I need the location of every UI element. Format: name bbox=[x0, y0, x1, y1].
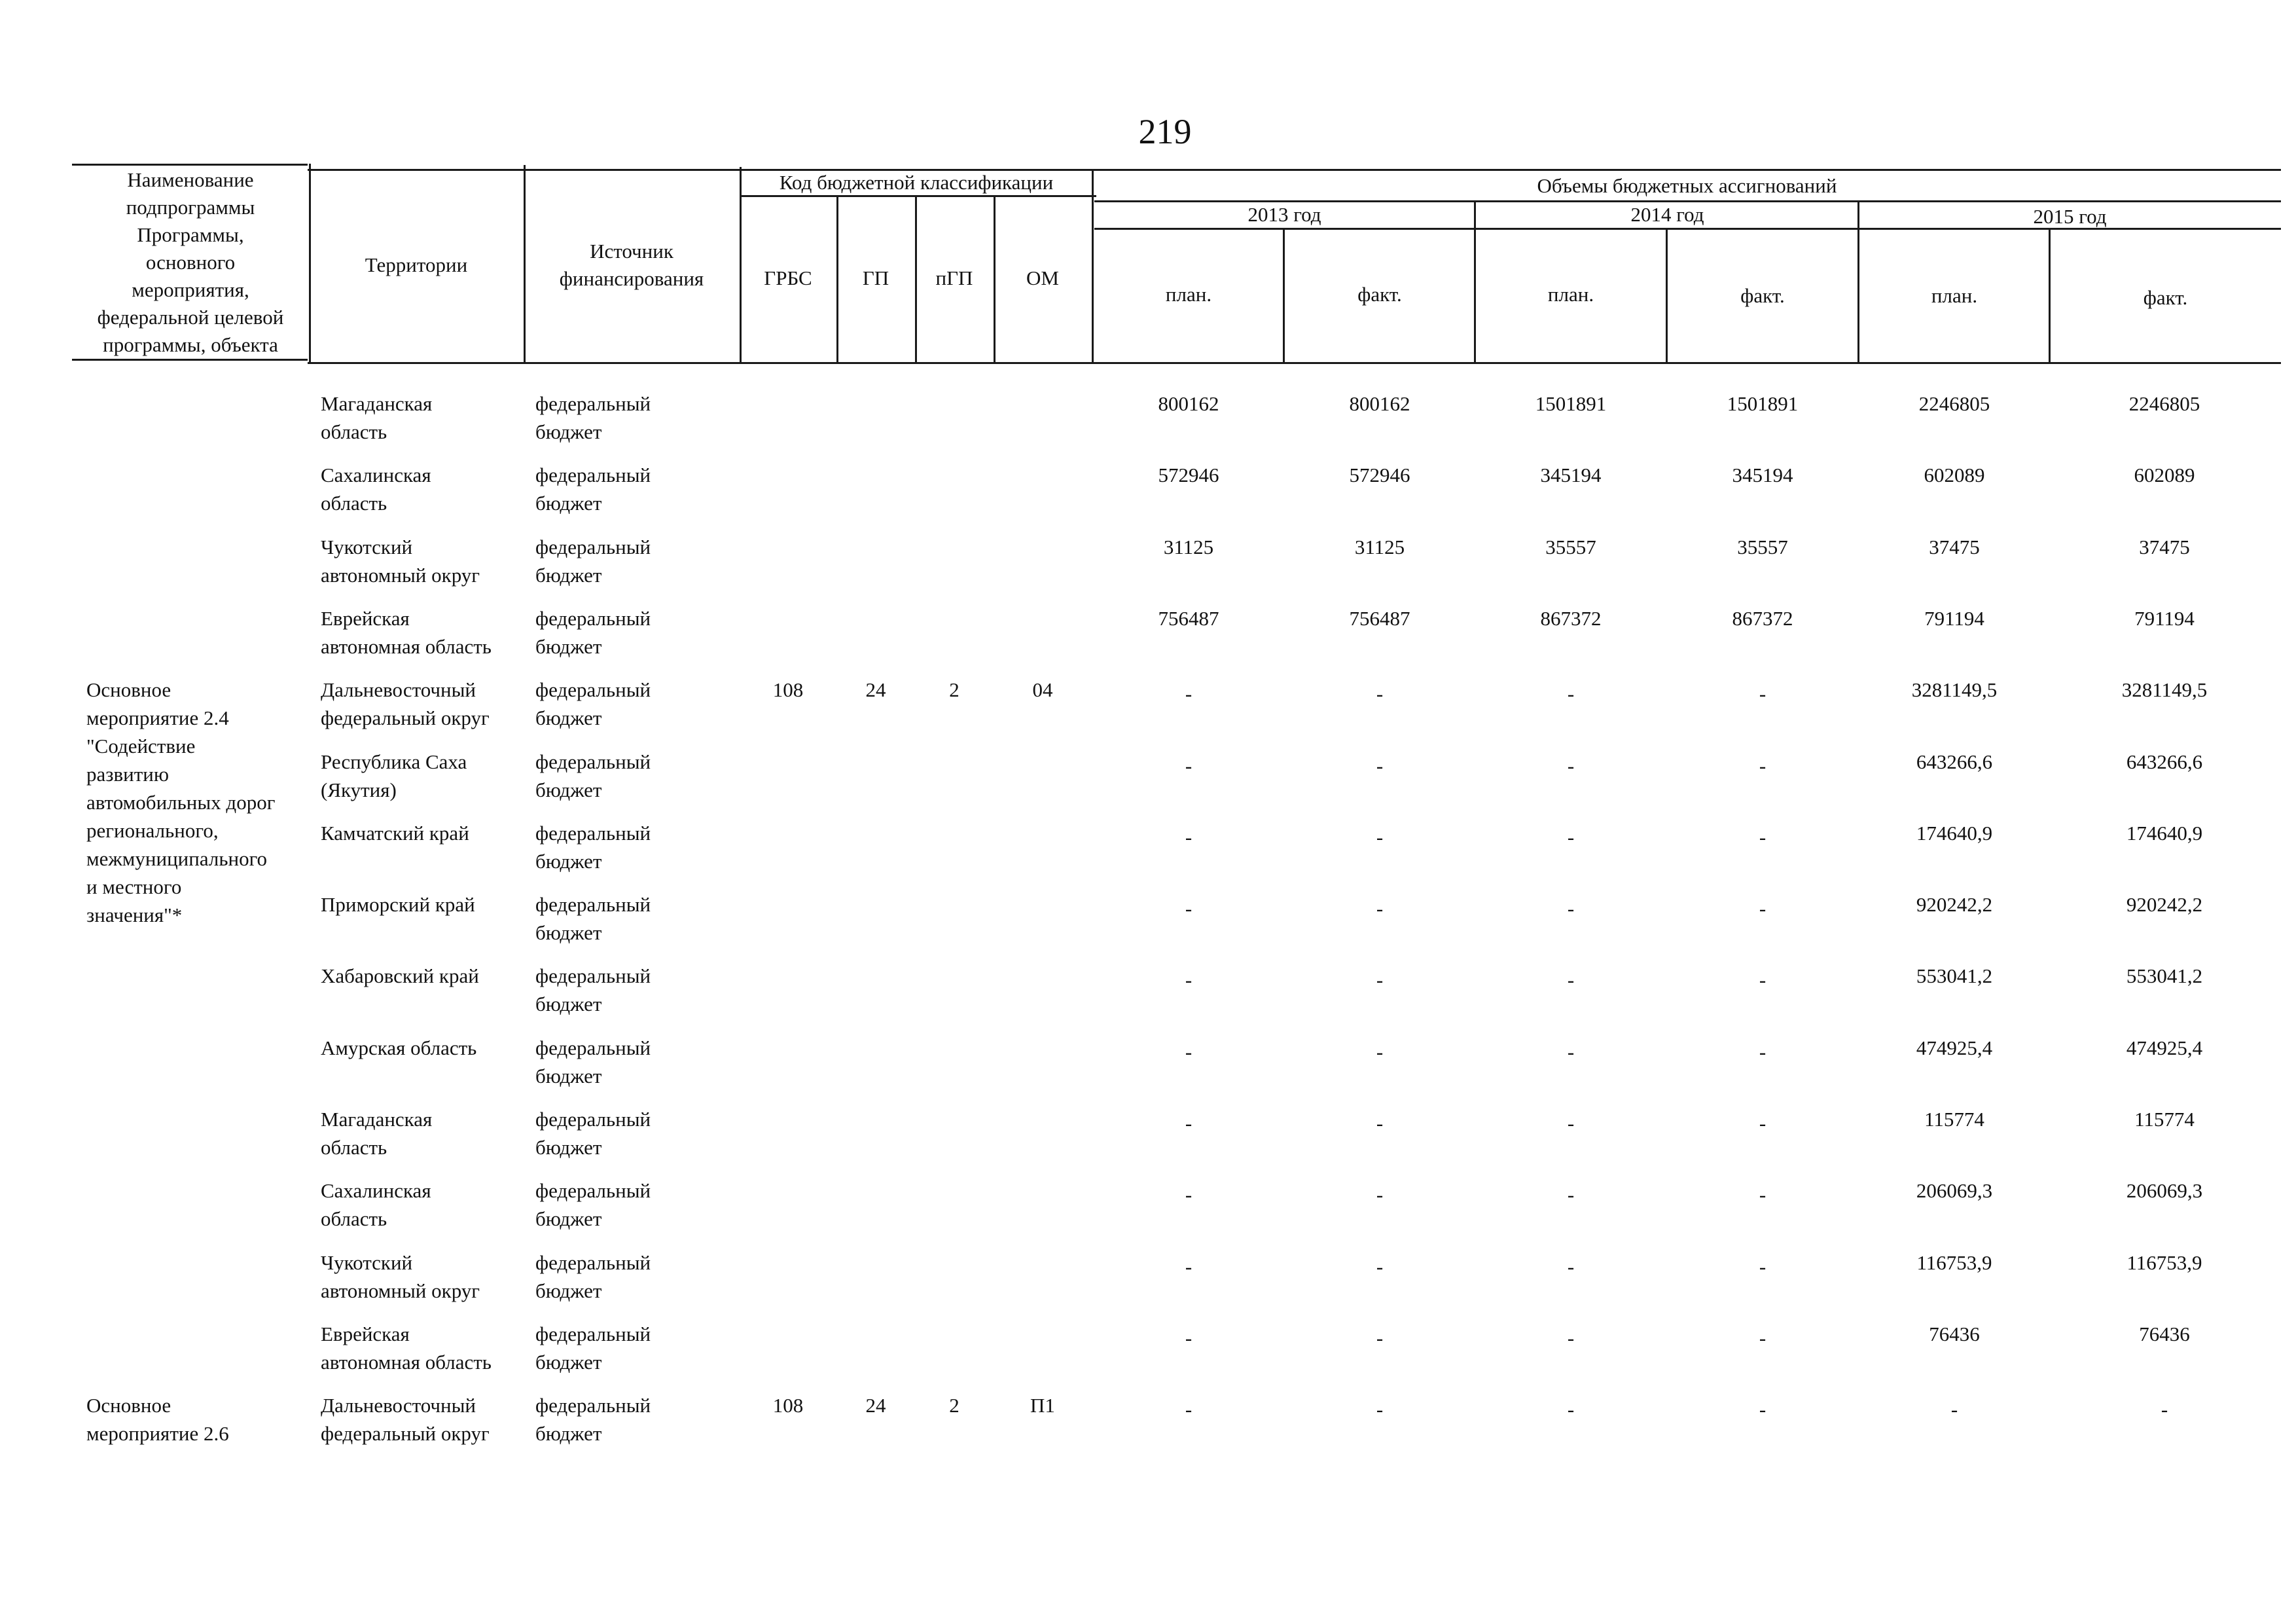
value-cell: 76436 bbox=[1929, 1322, 1980, 1345]
value-cell: - bbox=[1567, 1040, 1575, 1063]
territory-cell bbox=[321, 1105, 520, 1161]
program-name-line: автомобильных дорог bbox=[86, 791, 276, 814]
source-cell bbox=[535, 1249, 732, 1305]
header-line: основного bbox=[145, 251, 236, 274]
header-year-2015: 2015 год bbox=[2033, 205, 2107, 228]
source-cell-line: федеральный bbox=[535, 392, 651, 415]
value-cell: 800162 bbox=[1349, 392, 1410, 415]
header-plan-2015: план. bbox=[1931, 284, 1978, 307]
territory-cell-line: федеральный округ bbox=[321, 1422, 490, 1446]
value-cell: - bbox=[1376, 754, 1384, 777]
header-om: ОМ bbox=[1026, 266, 1059, 289]
budget-code-cell: 2 bbox=[949, 678, 960, 702]
budget-code-cell: 04 bbox=[1032, 678, 1053, 702]
value-cell: 800162 bbox=[1158, 392, 1219, 415]
source-cell bbox=[535, 890, 732, 947]
source-cell bbox=[535, 748, 732, 804]
table-top-border bbox=[72, 164, 308, 166]
value-cell: - bbox=[1759, 968, 1767, 992]
source-cell bbox=[535, 1105, 732, 1161]
value-cell: - bbox=[1759, 1183, 1767, 1207]
value-cell: 345194 bbox=[1540, 464, 1602, 487]
value-cell: - bbox=[1185, 897, 1193, 921]
value-cell: 474925,4 bbox=[1916, 1036, 1993, 1059]
source-cell-line: федеральный bbox=[535, 1322, 651, 1345]
source-cell-line: федеральный bbox=[535, 821, 651, 845]
value-cell: - bbox=[1185, 1398, 1193, 1421]
source-cell bbox=[535, 1034, 732, 1090]
value-cell: - bbox=[1376, 1254, 1384, 1278]
value-cell: - bbox=[1376, 1398, 1384, 1421]
budget-code-cell: 108 bbox=[772, 678, 804, 702]
value-cell: - bbox=[1185, 1040, 1193, 1063]
value-cell: 643266,6 bbox=[2126, 750, 2203, 773]
value-cell: - bbox=[1376, 682, 1384, 706]
program-name bbox=[86, 1391, 302, 1448]
value-cell: 206069,3 bbox=[1916, 1179, 1993, 1203]
header-pgp: пГП bbox=[935, 266, 973, 289]
territory-cell-line: Магаданская bbox=[321, 392, 433, 415]
header-territories: Территории bbox=[365, 253, 468, 276]
source-cell-line: бюджет bbox=[535, 563, 602, 587]
header-bottom-border-right bbox=[308, 362, 2281, 364]
header-line: Наименование bbox=[127, 168, 254, 191]
value-cell: - bbox=[1567, 1398, 1575, 1421]
value-cell: 35557 bbox=[1737, 535, 1788, 558]
value-cell: 572946 bbox=[1349, 464, 1410, 487]
territory-cell bbox=[321, 1320, 520, 1376]
territory-cell-line: Еврейская bbox=[321, 606, 410, 630]
value-cell: - bbox=[1759, 682, 1767, 706]
source-cell-line: бюджет bbox=[535, 1350, 602, 1374]
header-budget-code: Код бюджетной классификации bbox=[779, 171, 1054, 194]
header-fact-2013: факт. bbox=[1357, 283, 1402, 306]
value-cell: - bbox=[1185, 1183, 1193, 1207]
source-cell-line: бюджет bbox=[535, 634, 602, 658]
value-cell: - bbox=[1185, 1326, 1193, 1349]
header-year-2013: 2013 год bbox=[1247, 203, 1321, 226]
value-cell: 920242,2 bbox=[1916, 893, 1993, 917]
territory-cell-line: Хабаровский край bbox=[321, 964, 479, 988]
source-cell-line: бюджет bbox=[535, 993, 602, 1016]
value-cell: - bbox=[1567, 1112, 1575, 1135]
territory-cell-line: Амурская область bbox=[321, 1036, 477, 1059]
source-cell bbox=[535, 461, 732, 517]
header-line: федеральной целевой bbox=[97, 306, 284, 329]
value-cell: 1501891 bbox=[1727, 392, 1799, 415]
source-cell bbox=[535, 676, 732, 732]
value-cell: 116753,9 bbox=[1916, 1250, 1992, 1274]
header-line: финансирования bbox=[559, 267, 704, 290]
budget-code-cell: 24 bbox=[865, 1394, 886, 1417]
value-cell: 174640,9 bbox=[1916, 821, 1993, 845]
territory-cell-line: Республика Саха bbox=[321, 750, 467, 773]
territory-cell-line: автономная область bbox=[321, 634, 492, 658]
header-year-2014: 2014 год bbox=[1630, 203, 1704, 226]
value-cell: - bbox=[1376, 1040, 1384, 1063]
territory-cell-line: Камчатский край bbox=[321, 821, 469, 845]
header-fact-2015: факт. bbox=[2143, 286, 2188, 309]
territory-cell bbox=[321, 1249, 520, 1305]
value-cell: - bbox=[1567, 897, 1575, 921]
value-cell: 37475 bbox=[1929, 535, 1980, 558]
value-cell: - bbox=[1376, 968, 1384, 992]
value-cell: 206069,3 bbox=[2126, 1179, 2203, 1203]
source-cell-line: федеральный bbox=[535, 964, 651, 988]
source-cell bbox=[535, 1391, 732, 1448]
value-cell: 2246805 bbox=[1918, 392, 1990, 415]
territory-cell bbox=[321, 604, 520, 661]
source-cell-line: федеральный bbox=[535, 893, 651, 917]
source-cell-line: бюджет bbox=[535, 1064, 602, 1087]
source-cell-line: бюджет bbox=[535, 1279, 602, 1302]
source-cell-line: федеральный bbox=[535, 1179, 651, 1203]
territory-cell-line: Сахалинская bbox=[321, 464, 431, 487]
territory-cell-line: автономный округ bbox=[321, 1279, 480, 1302]
value-cell: 756487 bbox=[1349, 606, 1410, 630]
value-cell: 345194 bbox=[1732, 464, 1793, 487]
program-name-line: Основное bbox=[86, 1394, 171, 1417]
value-cell: 2246805 bbox=[2128, 392, 2200, 415]
source-cell bbox=[535, 1176, 732, 1233]
value-cell: - bbox=[1376, 1183, 1384, 1207]
value-cell: - bbox=[1185, 825, 1193, 848]
value-cell: - bbox=[1567, 754, 1575, 777]
territory-cell-line: автономная область bbox=[321, 1350, 492, 1374]
value-cell: - bbox=[2161, 1398, 2168, 1421]
value-cell: - bbox=[1759, 1112, 1767, 1135]
source-cell bbox=[535, 819, 732, 875]
page-number: 219 bbox=[1138, 112, 1192, 151]
territory-cell-line: Чукотский bbox=[321, 535, 413, 558]
source-cell bbox=[535, 390, 732, 446]
source-cell-line: федеральный bbox=[535, 1036, 651, 1059]
program-name-line: "Содействие bbox=[86, 735, 196, 758]
territory-cell bbox=[321, 676, 520, 732]
source-cell-line: федеральный bbox=[535, 1108, 651, 1131]
value-cell: - bbox=[1759, 1254, 1767, 1278]
source-cell-line: федеральный bbox=[535, 678, 651, 702]
value-cell: - bbox=[1950, 1398, 1958, 1421]
value-cell: - bbox=[1376, 825, 1384, 848]
territory-cell-line: область bbox=[321, 492, 387, 515]
territory-cell-line: Чукотский bbox=[321, 1250, 413, 1274]
budget-code-cell: 108 bbox=[772, 1394, 804, 1417]
value-cell: 31125 bbox=[1354, 535, 1405, 558]
value-cell: 474925,4 bbox=[2126, 1036, 2203, 1059]
value-cell: 791194 bbox=[1924, 606, 1984, 630]
value-cell: 3281149,5 bbox=[2121, 678, 2208, 702]
budget-code-cell: 24 bbox=[865, 678, 886, 702]
source-cell bbox=[535, 604, 732, 661]
value-cell: - bbox=[1567, 1326, 1575, 1349]
source-cell bbox=[535, 962, 732, 1018]
value-cell: - bbox=[1185, 754, 1193, 777]
value-cell: 76436 bbox=[2139, 1322, 2190, 1345]
value-cell: - bbox=[1567, 968, 1575, 992]
territory-cell-line: Приморский край bbox=[321, 893, 475, 917]
value-cell: - bbox=[1185, 1112, 1193, 1135]
header-line: Источник bbox=[590, 240, 673, 263]
value-cell: - bbox=[1759, 897, 1767, 921]
header-plan-2013: план. bbox=[1165, 283, 1212, 306]
source-cell-line: бюджет bbox=[535, 1422, 602, 1446]
program-name-line: и местного bbox=[86, 875, 182, 899]
header-gp: ГП bbox=[862, 266, 889, 289]
territory-cell bbox=[321, 748, 520, 804]
header-line: мероприятия, bbox=[132, 278, 249, 301]
value-cell: - bbox=[1567, 682, 1575, 706]
value-cell: 867372 bbox=[1732, 606, 1793, 630]
value-cell: 867372 bbox=[1540, 606, 1602, 630]
value-cell: - bbox=[1185, 1254, 1193, 1278]
value-cell: - bbox=[1567, 1254, 1575, 1278]
territory-cell bbox=[321, 461, 520, 517]
value-cell: 115774 bbox=[2134, 1108, 2195, 1131]
source-cell-line: бюджет bbox=[535, 849, 602, 873]
source-cell-line: федеральный bbox=[535, 1394, 651, 1417]
territory-cell-line: область bbox=[321, 1136, 387, 1159]
territory-cell bbox=[321, 390, 520, 446]
value-cell: 920242,2 bbox=[2126, 893, 2203, 917]
territory-cell-line: федеральный округ bbox=[321, 706, 490, 730]
program-name bbox=[86, 676, 302, 929]
territory-cell bbox=[321, 1176, 520, 1233]
budget-code-cell: П1 bbox=[1030, 1394, 1055, 1417]
value-cell: 1501891 bbox=[1535, 392, 1607, 415]
value-cell: 553041,2 bbox=[1916, 964, 1993, 988]
header-program-name bbox=[72, 168, 309, 357]
value-cell: - bbox=[1376, 1112, 1384, 1135]
value-cell: - bbox=[1376, 1326, 1384, 1349]
territory-cell-line: область bbox=[321, 420, 387, 443]
value-cell: 31125 bbox=[1163, 535, 1214, 558]
header-source bbox=[524, 170, 740, 360]
value-cell: - bbox=[1376, 897, 1384, 921]
value-cell: - bbox=[1759, 825, 1767, 848]
territory-cell-line: область bbox=[321, 1207, 387, 1231]
value-cell: 602089 bbox=[2134, 464, 2195, 487]
value-cell: - bbox=[1759, 1326, 1767, 1349]
territory-cell-line: Дальневосточный bbox=[321, 678, 476, 702]
program-name-line: значения"* bbox=[86, 903, 183, 927]
program-name-line: межмуниципального bbox=[86, 847, 268, 871]
header-line: Программы, bbox=[137, 223, 244, 246]
value-cell: 643266,6 bbox=[1916, 750, 1993, 773]
source-cell-line: бюджет bbox=[535, 921, 602, 945]
source-cell-line: бюджет bbox=[535, 1136, 602, 1159]
value-cell: 553041,2 bbox=[2126, 964, 2203, 988]
territory-cell bbox=[321, 533, 520, 589]
value-cell: 115774 bbox=[1924, 1108, 1984, 1131]
value-cell: - bbox=[1185, 968, 1193, 992]
value-cell: - bbox=[1759, 1040, 1767, 1063]
territory-cell bbox=[321, 1034, 520, 1062]
value-cell: - bbox=[1567, 825, 1575, 848]
territory-cell bbox=[321, 1391, 520, 1448]
header-grbs: ГРБС bbox=[764, 266, 812, 289]
value-cell: - bbox=[1185, 682, 1193, 706]
header-volumes: Объемы бюджетных ассигнований bbox=[1537, 174, 1837, 197]
value-cell: 602089 bbox=[1924, 464, 1985, 487]
value-cell: 174640,9 bbox=[2126, 821, 2203, 845]
value-cell: 35557 bbox=[1545, 535, 1596, 558]
source-cell-line: бюджет bbox=[535, 706, 602, 730]
territory-cell bbox=[321, 890, 520, 919]
territory-cell bbox=[321, 819, 520, 847]
source-cell bbox=[535, 533, 732, 589]
program-name-line: регионального, bbox=[86, 819, 219, 843]
source-cell bbox=[535, 1320, 732, 1376]
territory-cell-line: Магаданская bbox=[321, 1108, 433, 1131]
header-line: подпрограммы bbox=[126, 196, 255, 219]
value-cell: 37475 bbox=[2139, 535, 2190, 558]
source-cell-line: федеральный bbox=[535, 464, 651, 487]
territory-cell-line: Дальневосточный bbox=[321, 1394, 476, 1417]
territory-cell-line: автономный округ bbox=[321, 563, 480, 587]
value-cell: - bbox=[1759, 1398, 1767, 1421]
source-cell-line: бюджет bbox=[535, 492, 602, 515]
source-cell-line: федеральный bbox=[535, 1250, 651, 1274]
header-plan-2014: план. bbox=[1547, 283, 1594, 306]
value-cell: - bbox=[1759, 754, 1767, 777]
territory-cell-line: (Якутия) bbox=[321, 778, 397, 801]
header-fact-2014: факт. bbox=[1740, 284, 1785, 307]
source-cell-line: бюджет bbox=[535, 420, 602, 443]
program-name-line: Основное bbox=[86, 678, 171, 702]
territory-cell-line: Еврейская bbox=[321, 1322, 410, 1345]
value-cell: - bbox=[1567, 1183, 1575, 1207]
source-cell-line: федеральный bbox=[535, 750, 651, 773]
program-name-line: мероприятие 2.6 bbox=[86, 1422, 229, 1446]
value-cell: 791194 bbox=[2134, 606, 2195, 630]
program-name-line: мероприятие 2.4 bbox=[86, 706, 229, 730]
value-cell: 116753,9 bbox=[2126, 1250, 2202, 1274]
budget-code-cell: 2 bbox=[949, 1394, 960, 1417]
source-cell-line: бюджет bbox=[535, 1207, 602, 1231]
territory-cell bbox=[321, 962, 520, 990]
header-bottom-border bbox=[72, 359, 308, 361]
source-cell-line: федеральный bbox=[535, 535, 651, 558]
value-cell: 572946 bbox=[1158, 464, 1219, 487]
source-cell-line: федеральный bbox=[535, 606, 651, 630]
program-name-line: развитию bbox=[86, 763, 170, 786]
value-cell: 3281149,5 bbox=[1911, 678, 1998, 702]
source-cell-line: бюджет bbox=[535, 778, 602, 801]
territory-cell-line: Сахалинская bbox=[321, 1179, 431, 1203]
value-cell: 756487 bbox=[1158, 606, 1219, 630]
header-line: программы, объекта bbox=[103, 333, 278, 356]
